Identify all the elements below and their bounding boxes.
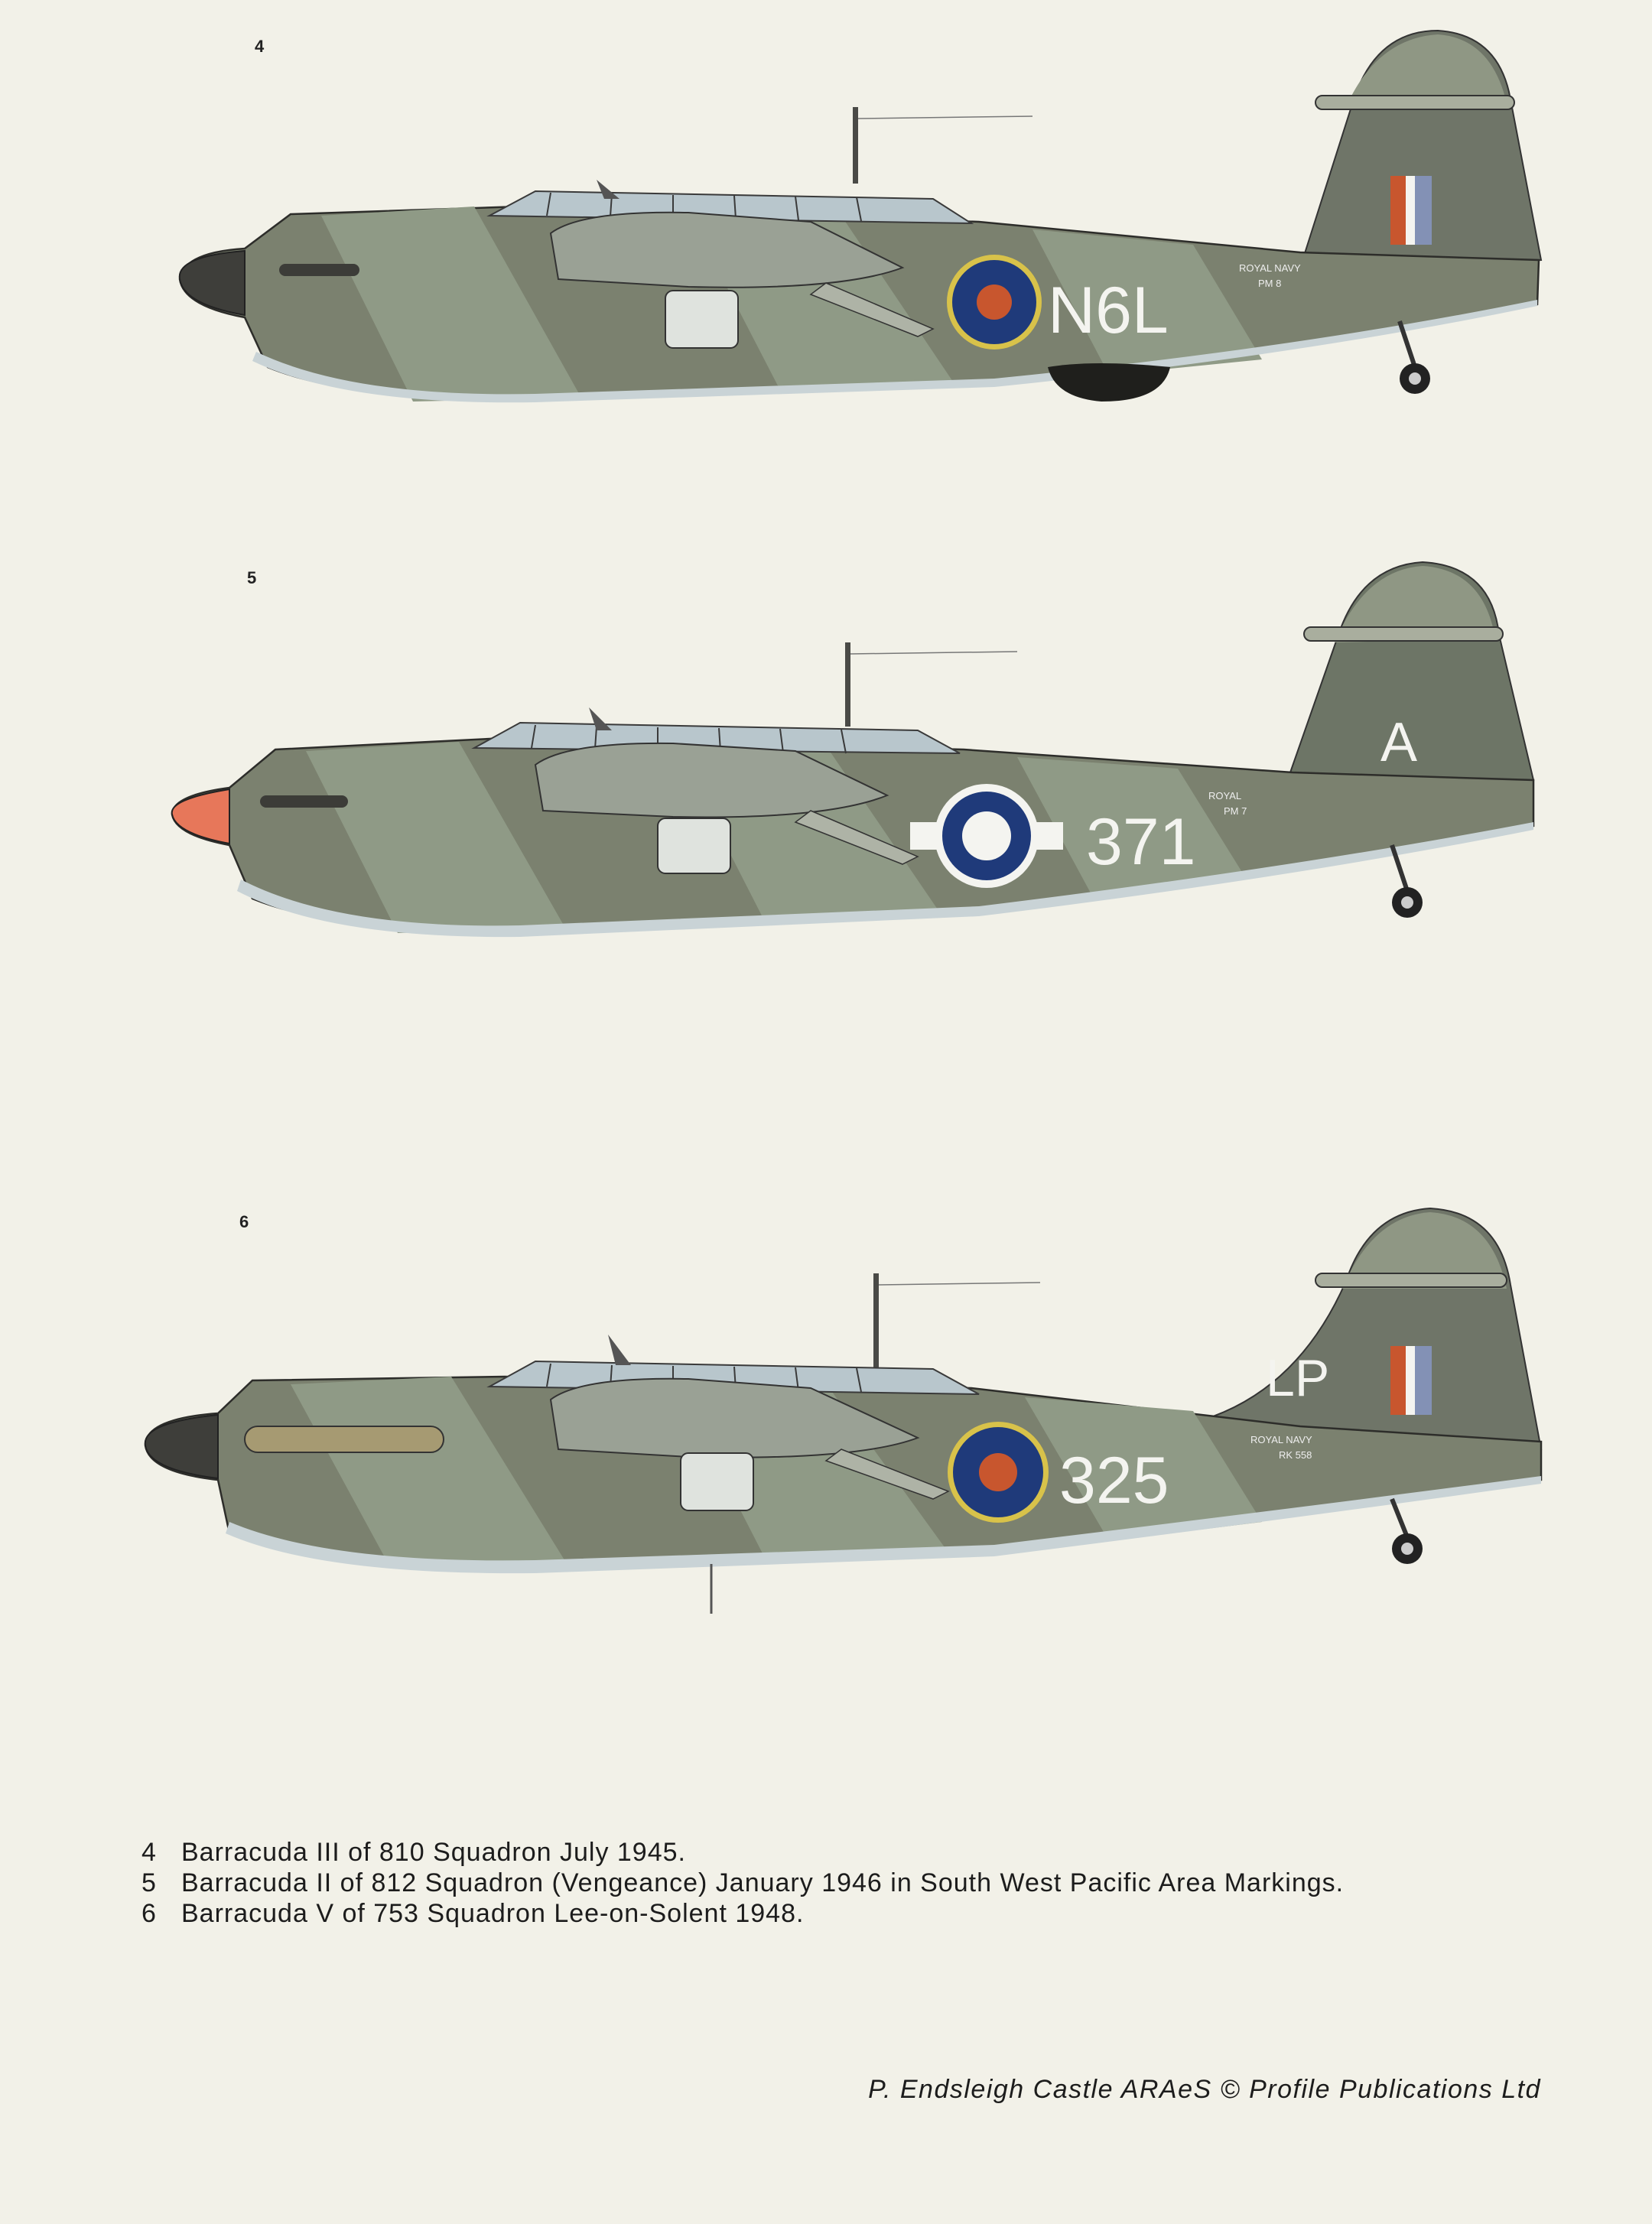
plate-number-5: 5	[247, 568, 257, 587]
caption-line-6	[141, 1898, 1633, 1929]
aircraft-profile-6	[0, 1197, 1652, 1671]
fin-code-5: A	[1380, 712, 1418, 773]
serial-line1-5: ROYAL	[1208, 790, 1242, 801]
caption-line-4	[141, 1837, 1633, 1868]
squadron-code-5: 371	[1086, 805, 1196, 879]
serial-line2-6: RK 558	[1279, 1449, 1312, 1461]
artist-credit: P. Endsleigh Castle ARAeS © Profile Publications Ltd	[868, 2075, 1541, 2104]
fin-flash-6	[1390, 1346, 1432, 1415]
squadron-code-4: N6L	[1048, 274, 1169, 347]
caption-text: Barracuda II of 812 Squadron (Vengeance) January 1946 in South West Pacific Area Markings.	[181, 1868, 1345, 1897]
caption-text: Barracuda III of 810 Squadron July 1945.	[181, 1838, 686, 1867]
caption-number: 4	[141, 1838, 157, 1867]
serial-line1-4: ROYAL NAVY	[1239, 262, 1301, 274]
caption-list	[141, 1837, 1633, 1929]
serial-line2-4: PM 8	[1258, 278, 1282, 289]
caption-line-5	[141, 1868, 1633, 1898]
squadron-code-6: 325	[1059, 1444, 1169, 1517]
aircraft-profile-4	[0, 15, 1652, 489]
roundel-4	[947, 255, 1042, 350]
roundel-6	[948, 1422, 1049, 1523]
fin-flash-4	[1390, 176, 1432, 245]
serial-line1-6: ROYAL NAVY	[1250, 1434, 1312, 1445]
caption-number: 6	[141, 1899, 157, 1928]
plate-number-4: 4	[255, 37, 265, 56]
caption-text: Barracuda V of 753 Squadron Lee-on-Solent 1948.	[181, 1899, 805, 1928]
aircraft-profile-5	[0, 551, 1652, 1025]
plate-number-6: 6	[239, 1212, 249, 1231]
fin-code-6: LP	[1266, 1349, 1330, 1407]
serial-line2-5: PM 7	[1224, 805, 1247, 817]
caption-number: 5	[141, 1868, 157, 1897]
